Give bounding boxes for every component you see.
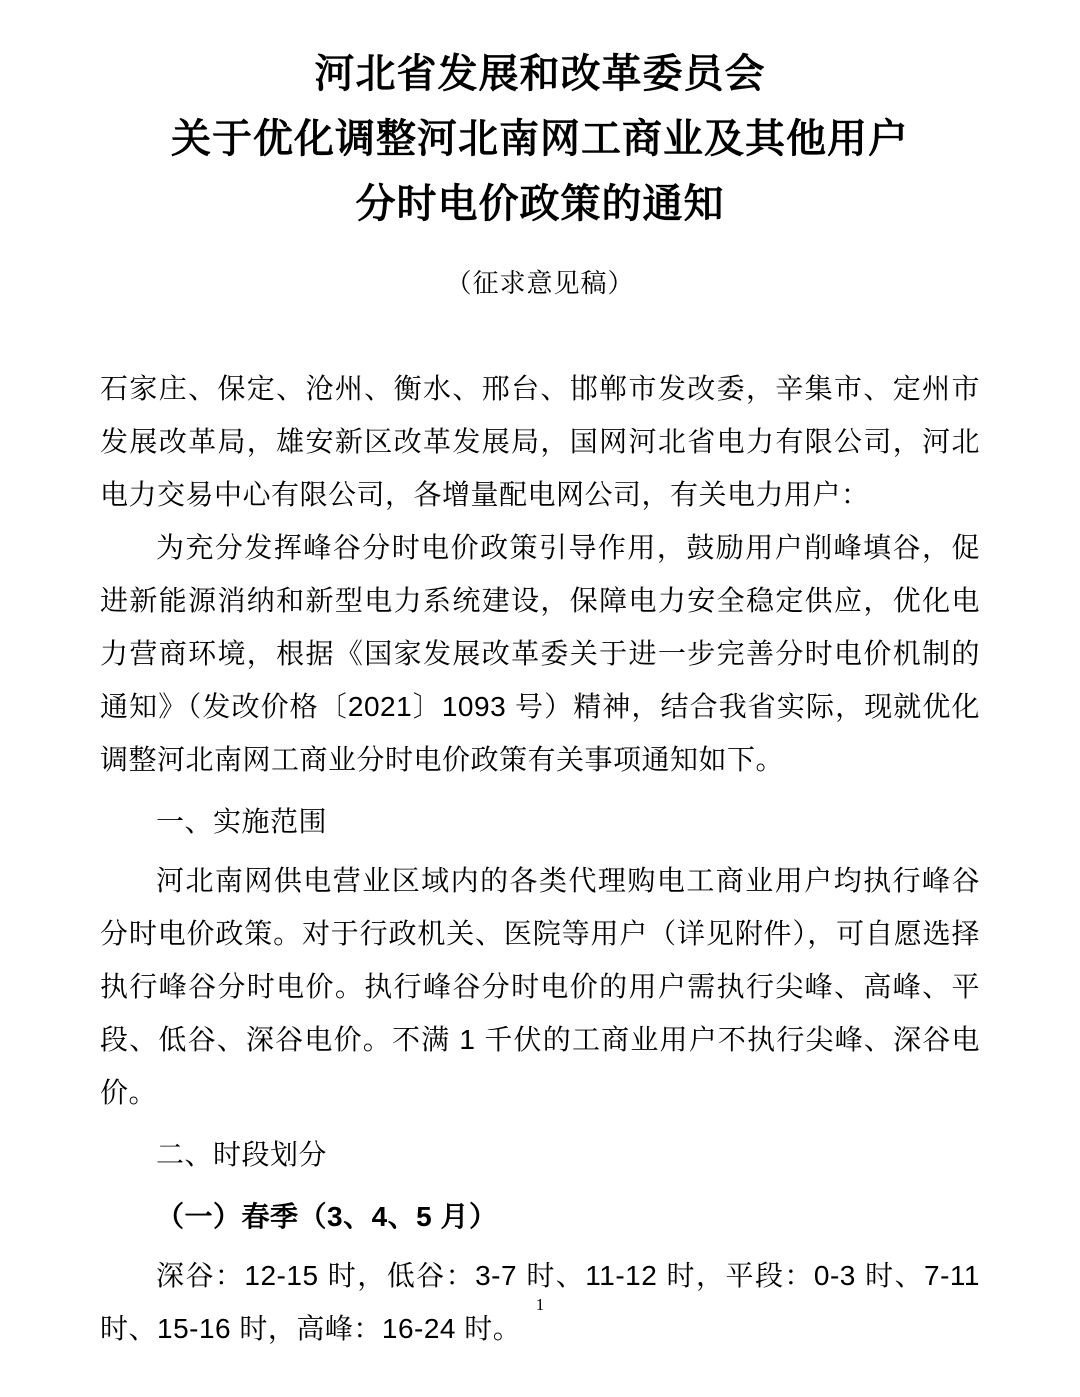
section-1-body: 河北南网供电营业区域内的各类代理购电工商业用户均执行峰谷分时电价政策。对于行政机关、医院等用户（详见附件），可自愿选择执行峰谷分时电价。执行峰谷分时电价的用户需执行尖峰、高峰、平段、低谷、深谷电价。不满 1 千伏的工商业用户不执行尖峰、深谷电价。 (100, 865, 980, 1108)
page-number: 1 (535, 1295, 545, 1314)
title-line-2: 关于优化调整河北南网工商业及其他用户 (171, 117, 909, 161)
document-body (100, 362, 980, 1355)
subsection-spring-body: 深谷：12-15 时，低谷：3-7 时、11-12 时，平段：0-3 时、7-11 时、15-16 时，高峰：16-24 时。 (100, 1260, 980, 1344)
document-subtitle: （征求意见稿） (445, 268, 635, 298)
document-title (100, 42, 980, 237)
opening-paragraph: 为充分发挥峰谷分时电价政策引导作用，鼓励用户削峰填谷，促进新能源消纳和新型电力系统建设，保障电力安全稳定供应，优化电力营商环境，根据《国家发展改革委关于进一步完善分时电价机制的通知》（发改价格〔2021〕1093 号）精神，结合我省实际，现就优化调整河北南网工商业分时电价政策有关事项通知如下。 (100, 532, 980, 775)
salutation-paragraph: 石家庄、保定、沧州、衡水、邢台、邯郸市发改委，辛集市、定州市发展改革局，雄安新区改革发展局，国网河北省电力有限公司，河北电力交易中心有限公司，各增量配电网公司，有关电力用户： (100, 373, 980, 510)
subsection-spring-heading: （一）春季（3、4、5 月） (156, 1201, 498, 1232)
title-line-3: 分时电价政策的通知 (355, 182, 725, 226)
section-1-heading: 一、实施范围 (156, 806, 328, 837)
section-2-heading: 二、时段划分 (156, 1139, 328, 1170)
title-line-1: 河北省发展和改革委员会 (314, 52, 766, 96)
